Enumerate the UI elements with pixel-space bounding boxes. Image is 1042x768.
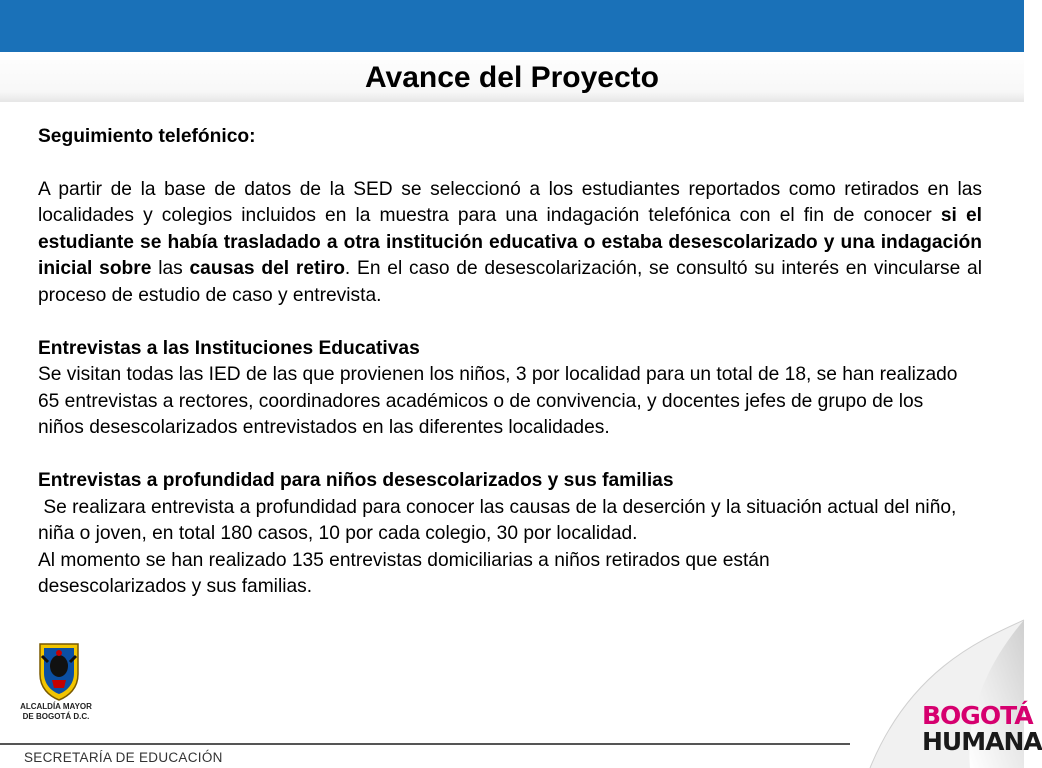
bogota-humana-logo: BOGOTÁ HUMANA <box>922 701 1042 756</box>
slide-title: Avance del Proyecto <box>364 61 659 94</box>
paragraph-telefonico: A partir de la base de datos de la SED se seleccionó a los estudiantes reportados como retirados en las localidades y colegios incluidos en la muestra para una indagación telefónica con el fin de conocer si el estudiante se había trasladado a otra institución educativa o estaba desescolarizado y una indagación inicial sobre las causas del retiro. En el caso de desescolarización, se consultó su interés en vincularse al proceso de estudio de caso y entrevista. <box>38 178 982 306</box>
title-bar <box>0 52 1024 102</box>
slide-content <box>38 124 982 601</box>
footer-divider <box>0 743 850 745</box>
section-heading-profundidad: Entrevistas a profundidad para niños desescolarizados y sus familias <box>38 469 674 491</box>
paragraph-profundidad-1: Se realizara entrevista a profundidad para conocer las causas de la deserción y la situación actual del niño, niña o joven, en total 180 casos, 10 por cada colegio, 30 por localidad. <box>38 496 962 545</box>
paragraph-profundidad-2: Al momento se han realizado 135 entrevistas domiciliarias a niños retirados que están desescolarizados y sus familias. <box>38 549 770 598</box>
section-heading-instituciones: Entrevistas a las Instituciones Educativas <box>38 337 420 359</box>
coat-of-arms-icon <box>34 640 84 702</box>
alcaldia-label: ALCALDÍA MAYOR DE BOGOTÁ D.C. <box>20 702 92 721</box>
paragraph-instituciones: Se visitan todas las IED de las que provienen los niños, 3 por localidad para un total de 18, se han realizado 65 entrevistas a rectores, coordinadores académicos o de convivencia, y docentes jefes de grupo de los niños desescolarizados entrevistados en las diferentes localidades. <box>38 364 958 439</box>
footer-secretaria: SECRETARÍA DE EDUCACIÓN <box>24 750 223 765</box>
section-heading-telefonico: Seguimiento telefónico: <box>38 126 256 147</box>
